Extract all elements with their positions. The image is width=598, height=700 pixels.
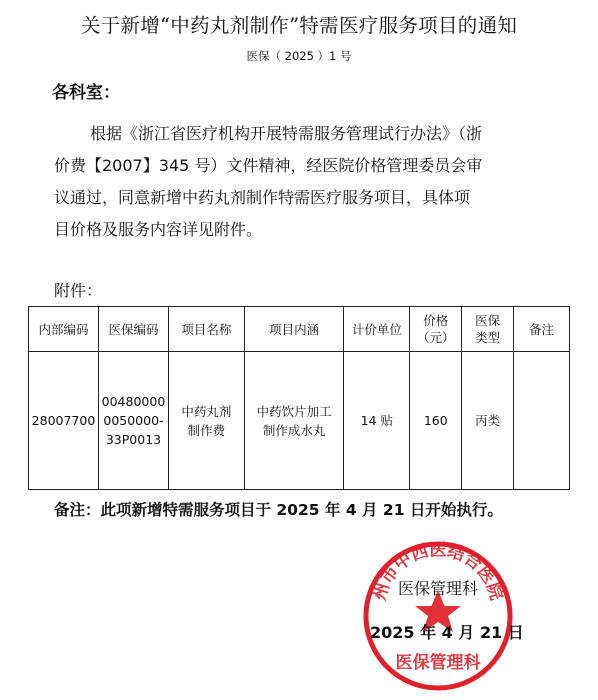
paragraph-line: 价费【2007】345 号）文件精神，经医院价格管理委员会审 (54, 156, 483, 175)
table-header-row (29, 307, 570, 352)
seal-top-text: 州市中西医结合医院 (369, 540, 507, 603)
cell-insurance-code: 00480000 0050000- 33P0013 (98, 352, 168, 490)
header-insurance-type: 医保 类型 (462, 307, 514, 352)
seal-bottom-text: 医保管理科 (395, 653, 481, 673)
body-paragraph (54, 118, 552, 246)
document-number: 医保（ 2025 ）1 号 (246, 49, 352, 63)
signing-date: 2025 年 4 月 21 日 (370, 623, 524, 642)
paragraph-line: 议通过，同意新增中药丸剂制作特需医疗服务项目，具体项 (54, 188, 471, 207)
official-seal (362, 540, 514, 692)
effective-date-note: 备注：此项新增特需服务项目于 2025 年 4 月 21 日开始执行。 (54, 501, 503, 519)
header-internal-code: 内部编码 (29, 307, 99, 352)
header-remark: 备注 (514, 307, 570, 352)
header-insurance-code: 医保编码 (98, 307, 168, 352)
header-item-name: 项目名称 (168, 307, 244, 352)
notice-title: 关于新增“中药丸剂制作”特需医疗服务项目的通知 (80, 14, 518, 37)
signing-department: 医保管理科 (398, 579, 479, 598)
header-unit: 计价单位 (344, 307, 410, 352)
cell-price: 160 (410, 352, 462, 490)
cell-item-content: 中药饮片加工 制作成水丸 (244, 352, 344, 490)
cell-insurance-type: 丙类 (462, 352, 514, 490)
fee-item-table (28, 306, 570, 490)
salutation: 各科室： (52, 83, 120, 103)
attachment-label: 附件： (54, 281, 103, 300)
table-row (29, 352, 570, 490)
cell-remark (514, 352, 570, 490)
header-price: 价格 （元） (410, 307, 462, 352)
header-item-content: 项目内涵 (244, 307, 344, 352)
cell-unit: 14 贴 (344, 352, 410, 490)
cell-item-name: 中药丸剂 制作费 (168, 352, 244, 490)
paragraph-line: 根据《浙江省医疗机构开展特需服务管理试行办法》（浙 (90, 124, 483, 143)
paragraph-line: 目价格及服务内容详见附件。 (54, 220, 263, 239)
cell-internal-code: 28007700 (29, 352, 99, 490)
